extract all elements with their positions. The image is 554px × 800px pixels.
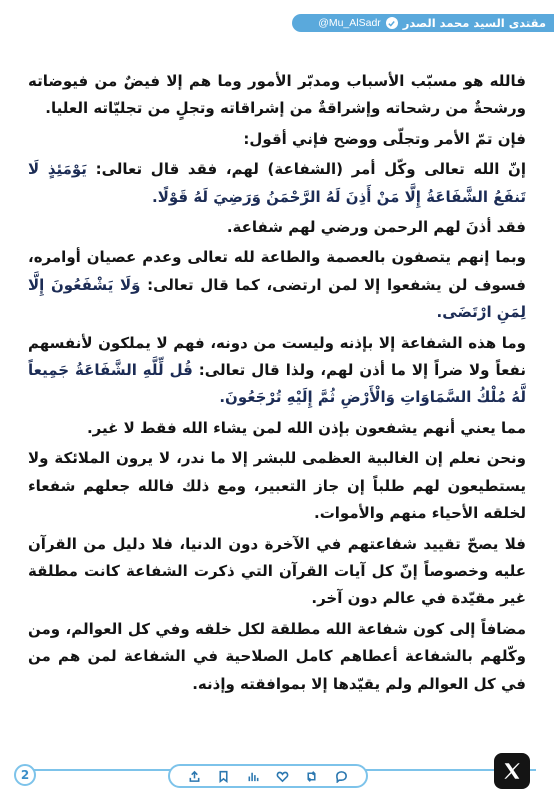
paragraph: فلا يصحّ تقييد شفاعتهم في الآخرة دون الدنيا، فلا دليل من القرآن عليه وخصوصاً إنّ كل آيات القرآن التي ذكرت الشفاعة كانت مطلقة غير مقيّدة في عالم دون آخر. [28, 534, 526, 608]
paragraph [28, 156, 526, 211]
author-name[interactable]: مقتدى السيد محمد الصدر [402, 16, 546, 30]
quran-quote: قُل لِّلَّهِ الشَّفَاعَةُ جَمِيعاً لَّهُ مُلْكُ السَّمَاوَاتِ وَالْأَرْضِ ثُمَّ إِلَيْهِ تُرْجَعُونَ. [28, 361, 526, 407]
paragraph-text: وما هذه الشفاعة إلا بإذنه وليست من دونه، فهم لا يملكون لأنفسهم نفعاً ولا ضراً إلا ما أذن لهم، ولذا قال تعالى: [28, 333, 526, 380]
verified-icon [386, 17, 398, 29]
post-action-bar [168, 764, 368, 788]
retweet-icon[interactable] [305, 769, 319, 783]
reply-icon[interactable] [334, 769, 348, 783]
post-body [28, 68, 526, 701]
paragraph [28, 330, 526, 412]
quran-quote: يَوْمَئِذٍ لَا تَنفَعُ الشَّفَاعَةُ إِلَّا مَنْ أَذِنَ لَهُ الرَّحْمَنُ وَرَضِيَ لَهُ قَوْلًا. [28, 160, 526, 206]
quran-quote: وَلَا يَشْفَعُونَ إِلَّا لِمَنِ ارْتَضَى. [28, 275, 526, 322]
x-logo-icon [494, 753, 530, 789]
like-icon[interactable] [276, 769, 290, 783]
bookmark-icon[interactable] [217, 769, 231, 783]
page-number-badge: 2 [14, 764, 36, 786]
paragraph-text: وبما إنهم يتصفون بالعصمة والطاعة لله تعالى وعدم عصيان أوامره، فسوف لن يشفعوا إلا لمن ارتضى، كما قال تعالى: [28, 248, 526, 294]
share-icon[interactable] [188, 769, 202, 783]
paragraph: مما يعني أنهم يشفعون بإذن الله لمن يشاء الله فقط لا غير. [86, 418, 526, 437]
paragraph: مضافاً إلى كون شفاعة الله مطلقة لكل خلقه وفي كل العوالم، ومن وكّلهم بالشفاعة أعطاهم كامل الصلاحية في الشفاعة لمن هم من في كل العوالم ولم يقيّدها إلا بموافقته وإذنه. [28, 619, 526, 693]
paragraph: ونحن نعلم إن الغالبية العظمى للبشر إلا ما ندر، لا يرون الملائكة ولا يستطيعون لهم طلباً إن جاز التعبير، ومع ذلك فالله جعلهم شفعاء لخلقه الأحياء منهم والأموات. [28, 449, 526, 523]
paragraph: فالله هو مسبّب الأسباب ومدبّر الأمور وما هم إلا فيضٌ من فيوضاته ورشحةٌ من رشحاته وإشراقةٌ من إشراقاته وتجلٍ من تجليّاته العليا. [28, 72, 526, 118]
views-icon[interactable] [246, 769, 260, 783]
paragraph: فإن تمّ الأمر وتجلّى ووضح فإني أقول: [243, 129, 526, 148]
author-handle[interactable]: @Mu_AlSadr [318, 17, 381, 29]
paragraph-text: إنّ الله تعالى وكّل أمر (الشفاعة) لهم، فقد قال تعالى: [86, 160, 526, 179]
author-header[interactable] [292, 14, 554, 32]
paragraph: فقد أذنَ لهم الرحمن ورضي لهم شفاعة. [226, 218, 526, 237]
paragraph [28, 244, 526, 326]
